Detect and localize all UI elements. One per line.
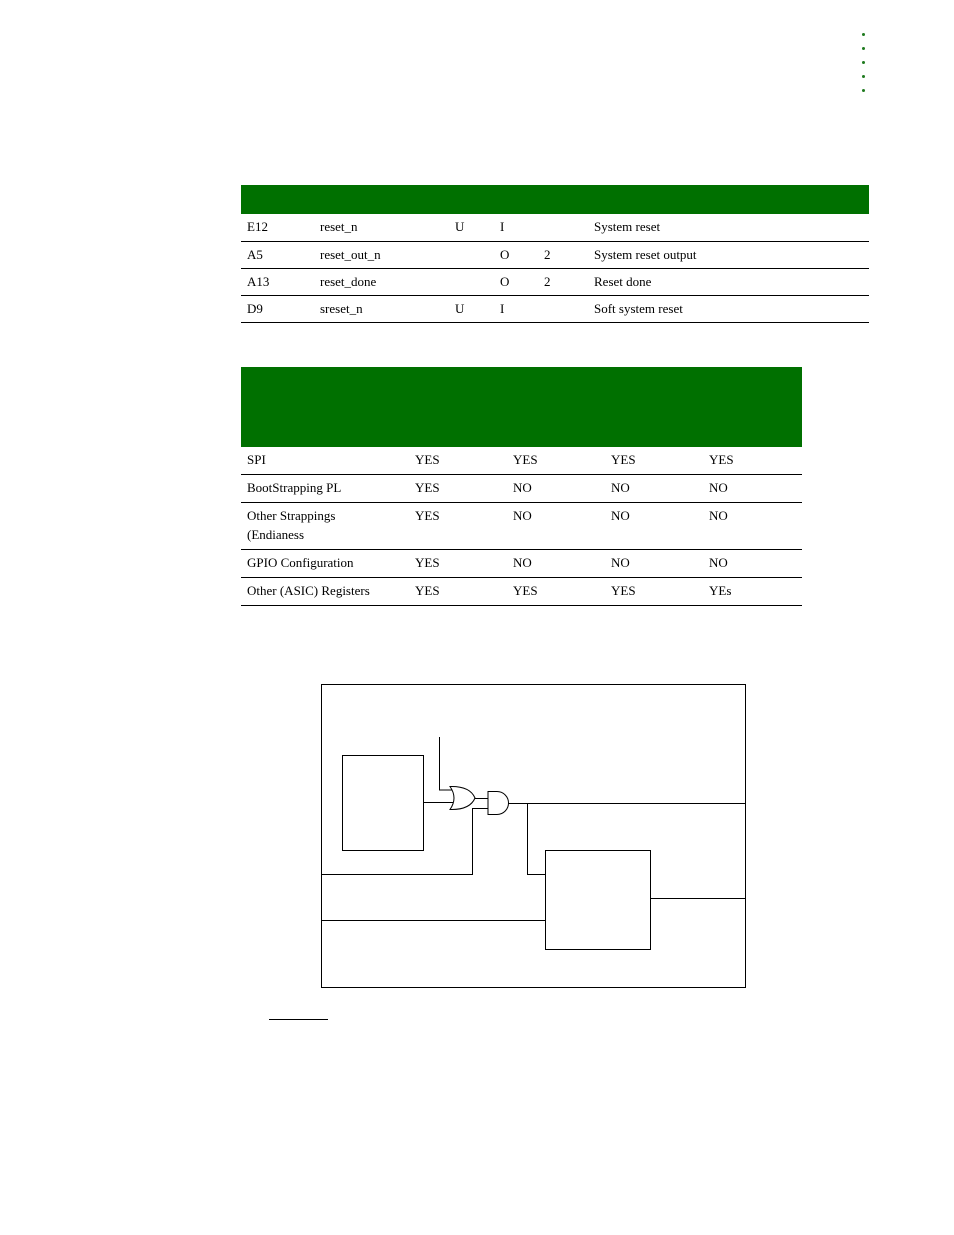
value-cell: NO xyxy=(703,503,802,550)
value-cell: NO xyxy=(605,475,703,503)
block-cell: Other (ASIC) Registers xyxy=(241,578,409,606)
value-cell: YES xyxy=(605,447,703,475)
value-cell: YES xyxy=(409,503,507,550)
signal-cell: reset_out_n xyxy=(314,241,449,268)
value-cell: NO xyxy=(507,550,605,578)
pin-cell: A5 xyxy=(241,241,314,268)
input-wire xyxy=(440,737,455,790)
value-cell: YES xyxy=(507,447,605,475)
description-cell: System reset xyxy=(588,214,869,241)
value-cell: YES xyxy=(605,578,703,606)
block-cell: Other Strappings (Endianess xyxy=(241,503,409,550)
drive-cell: 2 xyxy=(538,268,588,295)
controller-input-wire xyxy=(528,804,546,875)
drive-cell: 2 xyxy=(538,241,588,268)
value-cell: YES xyxy=(703,447,802,475)
pull-cell: U xyxy=(449,214,494,241)
block-cell: GPIO Configuration xyxy=(241,550,409,578)
or-gate xyxy=(450,786,475,809)
value-cell: YES xyxy=(507,578,605,606)
value-cell: YES xyxy=(409,578,507,606)
value-cell: NO xyxy=(605,503,703,550)
pin-cell: D9 xyxy=(241,295,314,322)
value-cell: NO xyxy=(703,550,802,578)
value-cell: NO xyxy=(507,475,605,503)
block-cell: BootStrapping PL xyxy=(241,475,409,503)
direction-cell: O xyxy=(494,241,538,268)
value-cell: YES xyxy=(409,550,507,578)
value-cell: NO xyxy=(605,550,703,578)
direction-cell: I xyxy=(494,214,538,241)
pin-cell: E12 xyxy=(241,214,314,241)
footnote-separator xyxy=(269,1019,328,1020)
reset-controller-block xyxy=(546,851,651,950)
block-cell: SPI xyxy=(241,447,409,475)
value-cell: YES xyxy=(409,447,507,475)
value-cell: YEs xyxy=(703,578,802,606)
diagram-outer-frame xyxy=(322,685,746,988)
description-cell: Soft system reset xyxy=(588,295,869,322)
reset-source-block xyxy=(343,756,424,851)
direction-cell: I xyxy=(494,295,538,322)
signal-cell: sreset_n xyxy=(314,295,449,322)
value-cell: YES xyxy=(409,475,507,503)
pull-cell: U xyxy=(449,295,494,322)
and-gate xyxy=(488,792,509,815)
pin-cell: A13 xyxy=(241,268,314,295)
value-cell: NO xyxy=(507,503,605,550)
description-cell: System reset output xyxy=(588,241,869,268)
signal-cell: reset_done xyxy=(314,268,449,295)
description-cell: Reset done xyxy=(588,268,869,295)
feedback-wire xyxy=(322,809,488,875)
signal-cell: reset_n xyxy=(314,214,449,241)
value-cell: NO xyxy=(703,475,802,503)
direction-cell: O xyxy=(494,268,538,295)
